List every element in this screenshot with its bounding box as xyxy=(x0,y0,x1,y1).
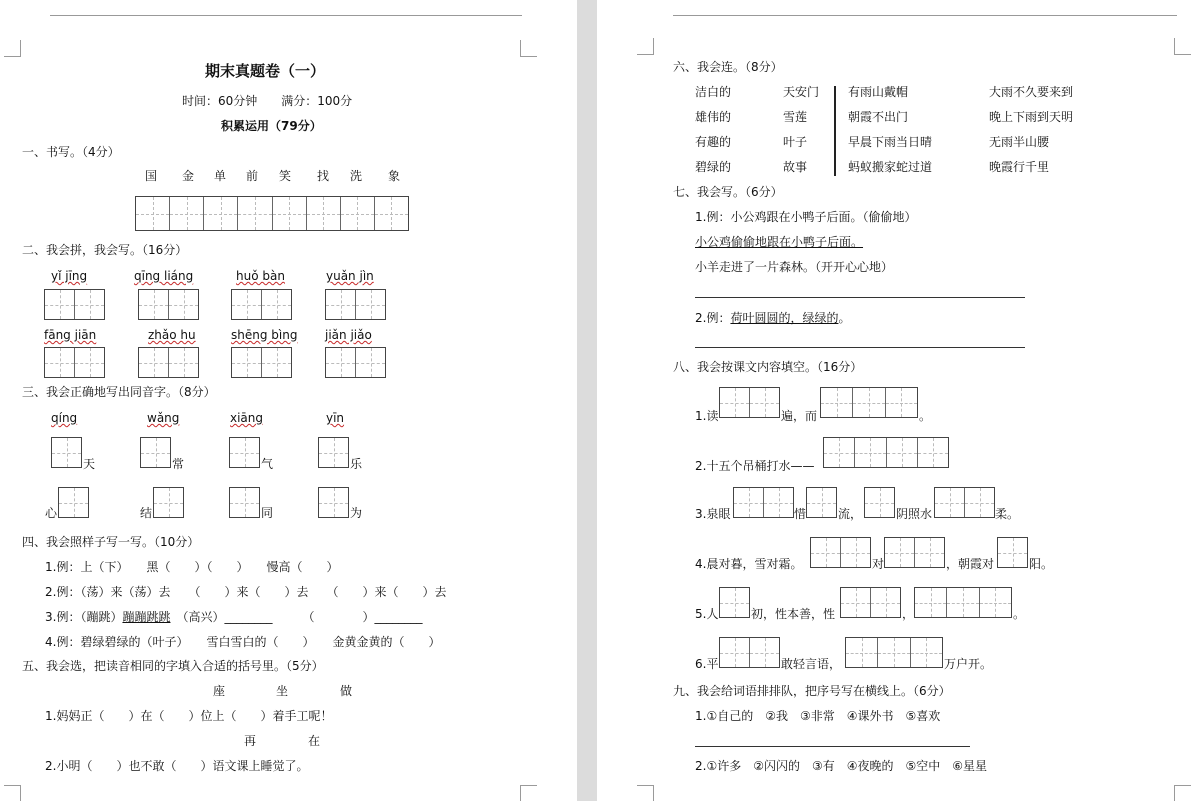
crop-mark xyxy=(1174,38,1191,55)
q8-text: 3.泉眼 xyxy=(695,507,731,521)
q5-option: 再 xyxy=(244,734,257,748)
q3-char: 心 xyxy=(45,506,58,520)
q5-sentence: 1.妈妈正（ ）在（ ）位上（ ）着手工呢！ xyxy=(45,709,333,723)
header-rule xyxy=(50,15,522,16)
q8-text: 5.人 xyxy=(695,607,719,621)
q4-line: 2.例：（荡）来（荡）去 （ ）来（ ）去 （ ）来（ ）去 xyxy=(45,585,447,599)
q5-option: 做 xyxy=(340,684,353,698)
answer-box[interactable] xyxy=(229,437,260,468)
answer-grid[interactable] xyxy=(231,347,292,378)
q3-char: 常 xyxy=(172,457,185,471)
answer-grid[interactable] xyxy=(914,587,1012,618)
answer-line[interactable] xyxy=(695,347,1025,348)
pinyin: shēng bìng xyxy=(231,328,298,342)
crop-mark xyxy=(637,785,654,801)
q7-sample-answer: 小公鸡偷偷地跟在小鸭子后面。 xyxy=(695,235,864,249)
q8-text: 对 xyxy=(872,557,885,571)
q4-heading: 四、我会照样子写一写。（10分） xyxy=(22,535,200,549)
q8-text: 惜 xyxy=(794,507,807,521)
answer-grid[interactable] xyxy=(733,487,794,518)
pinyin: zhǎo hu xyxy=(148,328,196,342)
pinyin: wǎng xyxy=(147,411,180,425)
answer-grid[interactable] xyxy=(138,347,199,378)
answer-grid[interactable] xyxy=(231,289,292,320)
q8-text: 阳。 xyxy=(1029,557,1054,571)
answer-box[interactable] xyxy=(140,437,171,468)
q8-text: 万户开。 xyxy=(944,657,993,671)
answer-line[interactable] xyxy=(695,746,970,747)
q8-text: 敢轻言语， xyxy=(781,657,842,671)
q5-option: 在 xyxy=(308,734,321,748)
match-item: 晚霞行千里 xyxy=(989,160,1050,174)
q3-char: 结 xyxy=(140,506,153,520)
answer-grid[interactable] xyxy=(823,437,949,468)
q1-char: 找 xyxy=(317,169,330,183)
column-divider xyxy=(834,86,836,176)
answer-grid[interactable] xyxy=(719,387,780,418)
answer-box[interactable] xyxy=(318,487,349,518)
match-item: 洁白的 xyxy=(695,85,732,99)
q8-text: ，朝霞对 xyxy=(946,557,995,571)
match-item: 天安门 xyxy=(783,85,820,99)
answer-grid[interactable] xyxy=(884,537,945,568)
exam-title: 期末真题卷（一） xyxy=(205,62,326,80)
crop-mark xyxy=(4,785,21,801)
pinyin: yuǎn jìn xyxy=(326,269,374,283)
answer-box[interactable] xyxy=(318,437,349,468)
q8-text: 1.读 xyxy=(695,409,719,423)
q8-text: 2.十五个吊桶打水—— xyxy=(695,459,815,473)
header-rule xyxy=(673,15,1177,16)
q8-text: 初，性本善，性 xyxy=(751,607,836,621)
q1-char: 国 xyxy=(145,169,158,183)
answer-box[interactable] xyxy=(997,537,1028,568)
q3-char: 天 xyxy=(83,457,96,471)
crop-mark xyxy=(4,40,21,57)
answer-grid[interactable] xyxy=(845,637,943,668)
q1-char: 前 xyxy=(246,169,259,183)
pinyin: huǒ bàn xyxy=(236,269,285,283)
match-item: 雄伟的 xyxy=(695,110,732,124)
answer-box[interactable] xyxy=(229,487,260,518)
match-item: 故事 xyxy=(783,160,808,174)
q2-heading: 二、我会拼，我会写。（16分） xyxy=(22,243,188,257)
answer-grid[interactable] xyxy=(138,289,199,320)
q7-example: 1.例：小公鸡跟在小鸭子后面。（偷偷地） xyxy=(695,210,917,224)
q5-option: 座 xyxy=(213,684,226,698)
q8-heading: 八、我会按课文内容填空。（16分） xyxy=(673,360,863,374)
q8-text: 阴照水 xyxy=(896,507,933,521)
q9-heading: 九、我会给词语排排队，把序号写在横线上。（6分） xyxy=(673,684,951,698)
crop-mark xyxy=(520,785,537,801)
answer-box[interactable] xyxy=(58,487,89,518)
answer-grid[interactable] xyxy=(325,347,386,378)
q7-example: 2.例：荷叶圆圆的，绿绿的。 xyxy=(695,311,851,325)
q5-sentence: 2.小明（ ）也不敢（ ）语文课上睡觉了。 xyxy=(45,759,309,773)
q8-text: 。 xyxy=(919,409,932,423)
q1-heading: 一、书写。（4分） xyxy=(22,145,120,159)
q3-char: 同 xyxy=(261,506,274,520)
match-item: 有趣的 xyxy=(695,135,732,149)
answer-grid[interactable] xyxy=(820,387,918,418)
pinyin: qíng xyxy=(51,411,78,425)
q3-char: 气 xyxy=(261,457,274,471)
pinyin: jiǎn jiǎo xyxy=(325,328,372,342)
answer-grid[interactable] xyxy=(44,347,105,378)
crop-mark xyxy=(1174,785,1191,801)
answer-box[interactable] xyxy=(806,487,837,518)
q9-line: 1.①自己的 ②我 ③非常 ④课外书 ⑤喜欢 xyxy=(695,709,941,723)
q8-text: 4.晨对暮，雪对霜。 xyxy=(695,557,803,571)
q7-task: 小羊走进了一片森林。（开开心心地） xyxy=(695,260,894,274)
answer-box[interactable] xyxy=(864,487,895,518)
pinyin: fāng jiān xyxy=(44,328,97,342)
q8-text: 。 xyxy=(1013,607,1026,621)
q8-text: 流， xyxy=(838,507,863,521)
q7-heading: 七、我会写。（6分） xyxy=(673,185,783,199)
page-left xyxy=(0,0,577,801)
q8-text: 柔。 xyxy=(995,507,1020,521)
q1-char: 金 xyxy=(182,169,195,183)
answer-grid[interactable] xyxy=(810,537,871,568)
writing-grid[interactable] xyxy=(135,196,409,231)
q1-char: 洗 xyxy=(350,169,363,183)
q3-char: 乐 xyxy=(350,457,363,471)
answer-box[interactable] xyxy=(719,587,750,618)
q1-char: 象 xyxy=(388,169,401,183)
match-item: 朝霞不出门 xyxy=(848,110,909,124)
q4-line: 4.例：碧绿碧绿的（叶子） 雪白雪白的（ ） 金黄金黄的（ ） xyxy=(45,635,441,649)
crop-mark xyxy=(520,40,537,57)
q8-text: 遍，而 xyxy=(781,409,818,423)
answer-box[interactable] xyxy=(153,487,184,518)
answer-grid[interactable] xyxy=(44,289,105,320)
pinyin: qīng liáng xyxy=(134,269,194,283)
match-item: 蚂蚁搬家蛇过道 xyxy=(848,160,933,174)
section-label: 积累运用（79分） xyxy=(221,119,322,133)
q6-heading: 六、我会连。（8分） xyxy=(673,60,783,74)
q1-char: 笑 xyxy=(279,169,292,183)
pinyin: yǐ jīng xyxy=(51,269,88,283)
answer-grid[interactable] xyxy=(719,637,780,668)
match-item: 有雨山戴帽 xyxy=(848,85,909,99)
match-item: 大雨不久要来到 xyxy=(989,85,1074,99)
answer-line[interactable] xyxy=(695,297,1025,298)
q3-char: 为 xyxy=(350,506,363,520)
q4-line: 3.例：（蹦跳）蹦蹦跳跳 （高兴）________ （ ）________ xyxy=(45,610,423,624)
q4-line: 1.例：上（下） 黑（ ）（ ） 慢高（ ） xyxy=(45,560,339,574)
q5-heading: 五、我会选，把读音相同的字填入合适的括号里。（5分） xyxy=(22,659,324,673)
pinyin: xiāng xyxy=(230,411,264,425)
q1-char: 单 xyxy=(214,169,227,183)
answer-grid[interactable] xyxy=(325,289,386,320)
match-item: 无雨半山腰 xyxy=(989,135,1050,149)
pinyin: yīn xyxy=(326,411,345,425)
q8-text: 6.平 xyxy=(695,657,719,671)
crop-mark xyxy=(637,38,654,55)
q3-heading: 三、我会正确地写出同音字。（8分） xyxy=(22,385,216,399)
q9-line: 2.①许多 ②闪闪的 ③有 ④夜晚的 ⑤空中 ⑥星星 xyxy=(695,759,987,773)
page-gutter xyxy=(577,0,597,801)
exam-meta: 时间：60分钟 满分：100分 xyxy=(182,94,353,108)
answer-grid[interactable] xyxy=(934,487,995,518)
match-item: 早晨下雨当日晴 xyxy=(848,135,933,149)
q8-text: ， xyxy=(902,607,915,621)
match-item: 雪莲 xyxy=(783,110,808,124)
answer-box[interactable] xyxy=(51,437,82,468)
match-item: 叶子 xyxy=(783,135,808,149)
match-item: 碧绿的 xyxy=(695,160,732,174)
q5-option: 坐 xyxy=(276,684,289,698)
answer-grid[interactable] xyxy=(840,587,901,618)
match-item: 晚上下雨到天明 xyxy=(989,110,1074,124)
page-right xyxy=(597,0,1196,801)
